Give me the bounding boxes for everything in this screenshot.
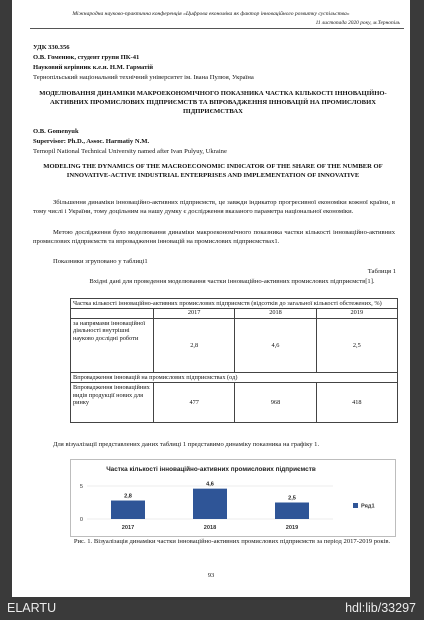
table-empty-cell <box>71 309 154 319</box>
header-date-place: 11 листопада 2020 року, м.Тернопіль <box>315 20 400 26</box>
footer-handle: hdl:lib/33297 <box>345 601 416 615</box>
supervisor-ua: Науковий керівник к.е.н. Н.М. Гарматій <box>33 64 154 71</box>
bar-chart <box>70 459 396 537</box>
chart-title: Частка кількості інноваційно-активних промислових підприємств <box>106 466 316 473</box>
chart-canvas <box>71 460 395 536</box>
chart-bar <box>111 501 145 519</box>
table-label: Таблиця 1 <box>367 268 396 275</box>
table-cell: 4,6 <box>235 319 316 373</box>
paragraph-table-ref: Показники згруповано у таблиці1 <box>53 258 148 265</box>
paragraph-intro: Збільшення динаміки інноваційно-активних підприємств, це завжди індикатор прогресивної економіки кожної країни, в тому числі і України, тому доцільним на нашу думку є дослідження вказаного параметра національної економіки. <box>33 199 395 215</box>
footer-source: ELARTU <box>7 601 57 615</box>
chart-legend-swatch <box>353 503 358 508</box>
table-cell: 418 <box>316 383 397 423</box>
data-table <box>70 298 398 423</box>
header-rule <box>30 28 404 29</box>
table-year-header: 2019 <box>316 309 397 319</box>
title-ua: МОДЕЛЮВАННЯ ДИНАМІКИ МАКРОЕКОНОМІЧНОГО ПОКАЗНИКА ЧАСТКА КІЛЬКОСТІ ІННОВАЦІЙНО-АКТИВНИХ ПРОМИСЛОВИХ ПІДПРИЄМСТВ ТА ВПРОВАДЖЕННЯ ІННОВАЦІЙ НА ПРОМИСЛОВИХ ПІДПРИЄМСТВАХ <box>39 90 387 115</box>
chart-x-tick-label: 2018 <box>203 525 217 531</box>
document-page <box>12 0 410 597</box>
table-cell: 2,8 <box>154 319 235 373</box>
page-number: 93 <box>207 572 215 579</box>
table-row-label: Впровадження інноваційних видів продукції нових для ринку <box>71 383 154 423</box>
figure-caption: Рис. 1. Візуалізація динаміки частки інноваційно-активних промислових підприємств за період 2017-2019 років. <box>73 538 391 545</box>
author-en: O.B. Gomenyuk <box>33 128 79 135</box>
table-cell: 2,5 <box>316 319 397 373</box>
chart-x-tick-label: 2017 <box>121 525 135 531</box>
supervisor-en: Supervisor: Ph.D., Assoc. Harmatiy N.M. <box>33 138 150 145</box>
table-year-header: 2017 <box>154 309 235 319</box>
chart-bar <box>275 503 309 520</box>
chart-bar <box>193 489 227 519</box>
table-section-header: Частка кількості інноваційно-активних промислових підприємств (відсотків до загальної кількості обстежених, %) <box>71 299 398 309</box>
table-row-label: за напрямами інноваційної діяльності внутрішні науково дослідні роботи <box>71 319 154 373</box>
viewer-footer <box>0 597 424 620</box>
running-header: Міжнародна науково-практична конференція «Цифрова економіка як фактор інноваційного розвитку суспільства» <box>72 11 350 17</box>
paragraph-figure-ref: Для візуалізації представлених даних таблиці 1 представимо динаміку показника на графіку 1. <box>53 441 320 448</box>
table-year-header: 2018 <box>235 309 316 319</box>
table-section-header: Впровадження інновацій на промислових підприємствах (од) <box>71 373 398 383</box>
title-en: MODELING THE DYNAMICS OF THE MACROECONOMIC INDICATOR OF THE SHARE OF THE NUMBER OF INNOVATIVE-ACTIVE INDUSTRIAL ENTERPRISES AND IMPLEMENTATION OF INNOVATIVE <box>43 163 383 179</box>
university-ua: Тернопільський національний технічний університет ім. Івана Пулюя, Україна <box>33 74 254 81</box>
chart-y-tick-label: 5 <box>79 484 83 490</box>
paragraph-purpose: Метою дослідження було моделювання динаміки макроекономічного показника частки кількості інноваційно-активних промислових підприємств та впровадження інновацій на промислових підприємствах1. <box>33 229 395 245</box>
chart-y-tick-label: 0 <box>79 517 83 523</box>
chart-legend-label: Ряд1 <box>361 503 375 510</box>
chart-data-label: 4,6 <box>206 481 214 488</box>
table-cell: 477 <box>154 383 235 423</box>
table-caption: Вхідні дані для проведення моделювання частки інноваційно-активних промислових підприємств[1]. <box>89 278 375 285</box>
chart-x-tick-label: 2019 <box>285 525 299 531</box>
table-cell: 968 <box>235 383 316 423</box>
chart-data-label: 2,5 <box>288 495 296 502</box>
university-en: Ternopil National Technical University named after Ivan Pulyuy, Ukraine <box>33 148 227 155</box>
author-ua: О.В. Гоменюк, студент групи ПК-41 <box>33 54 140 61</box>
chart-data-label: 2,8 <box>124 493 132 500</box>
udk-code: УДК 330.356 <box>33 44 70 51</box>
